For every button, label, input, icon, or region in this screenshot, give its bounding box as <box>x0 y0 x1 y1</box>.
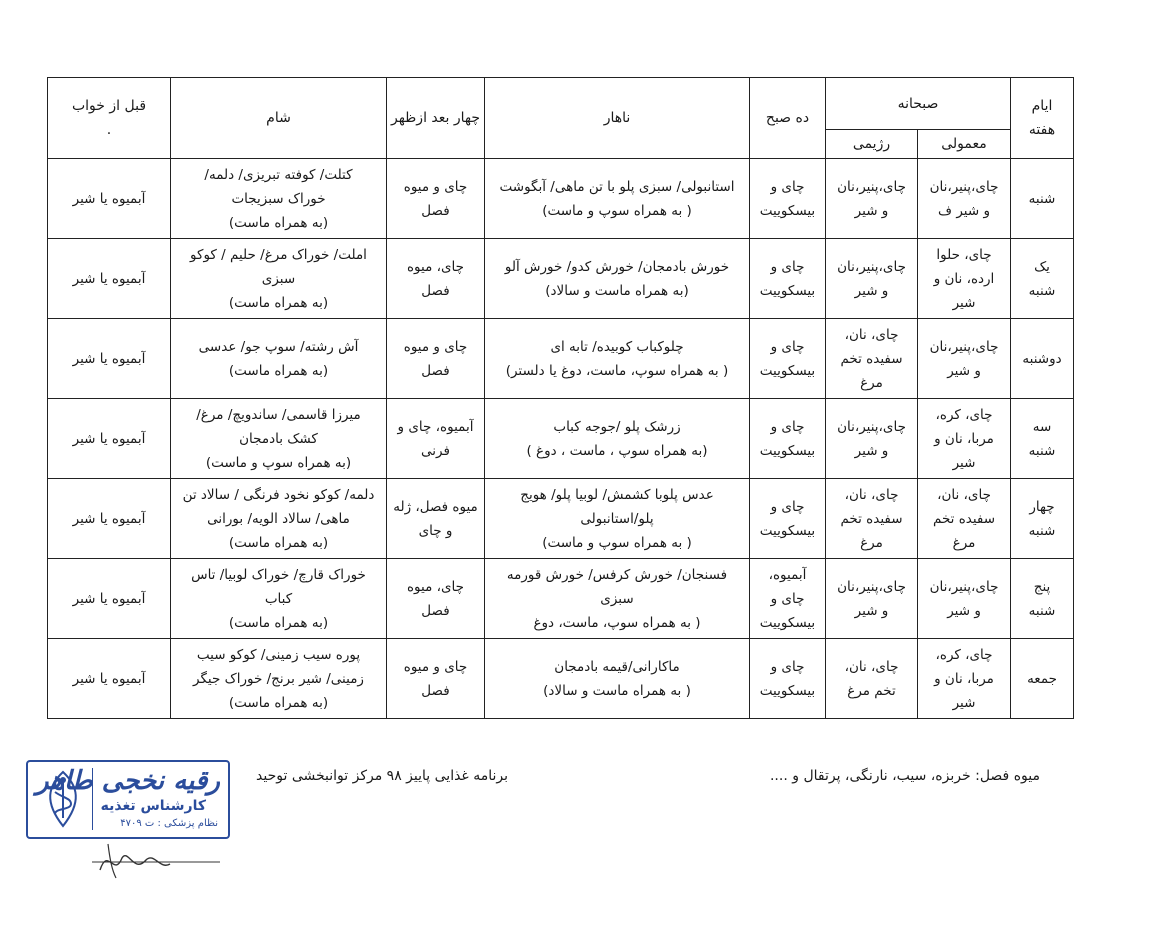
handwritten-signature <box>90 840 230 880</box>
day-cell: جمعه <box>1011 639 1074 719</box>
afternoon-cell: چای، میوه فصل <box>387 239 485 319</box>
lunch-cell: خورش بادمجان/ خورش کدو/ خورش آلو (به همراه ماست و سالاد) <box>485 239 750 319</box>
header-breakfast-diet: رژیمی <box>826 130 918 159</box>
breakfast-normal-cell: چای، کره، مربا، نان و شیر <box>918 399 1011 479</box>
ten-am-cell: چای و بیسکوییت <box>750 159 826 239</box>
stamp-role: کارشناس تغذیه <box>100 798 206 814</box>
dinner-cell: خوراک قارچ/ خوراک لوبیا/ تاس کباب (به همراه ماست) <box>171 559 387 639</box>
breakfast-diet-cell: چای،پنیر،نان و شیر <box>826 159 918 239</box>
bedtime-cell: آبمیوه یا شیر <box>48 319 171 399</box>
lunch-cell: زرشک پلو /جوجه کباب (به همراه سوپ ، ماست ، دوغ ) <box>485 399 750 479</box>
lunch-cell: ماکارانی/قیمه بادمجان ( به همراه ماست و سالاد) <box>485 639 750 719</box>
dinner-cell: پوره سیب زمینی/ کوکو سیب زمینی/ شیر برنج/ خوراک جیگر (به همراه ماست) <box>171 639 387 719</box>
header-lunch: ناهار <box>485 78 750 159</box>
table-row <box>48 559 1074 639</box>
ten-am-cell: چای و بیسکوییت <box>750 479 826 559</box>
day-cell: یک شنبه <box>1011 239 1074 319</box>
table-row <box>48 479 1074 559</box>
ten-am-cell: چای و بیسکوییت <box>750 399 826 479</box>
dinner-cell: املت/ خوراک مرغ/ حلیم / کوکو سبزی (به همراه ماست) <box>171 239 387 319</box>
breakfast-normal-cell: چای، حلوا ارده، نان و شیر <box>918 239 1011 319</box>
table-row <box>48 319 1074 399</box>
breakfast-diet-cell: چای،پنیر،نان و شیر <box>826 239 918 319</box>
breakfast-normal-cell: چای، کره، مربا، نان و شیر <box>918 639 1011 719</box>
header-ten-am: ده صبح <box>750 78 826 159</box>
header-days: ایام هفته <box>1011 78 1074 159</box>
bedtime-cell: آبمیوه یا شیر <box>48 559 171 639</box>
lunch-cell: عدس پلوبا کشمش/ لوبیا پلو/ هویج پلو/استانبولی ( به همراه سوپ و ماست) <box>485 479 750 559</box>
breakfast-diet-cell: چای،پنیر،نان و شیر <box>826 559 918 639</box>
afternoon-cell: چای و میوه فصل <box>387 639 485 719</box>
header-breakfast: صبحانه <box>826 78 1011 130</box>
bedtime-cell: آبمیوه یا شیر <box>48 399 171 479</box>
ten-am-cell: چای و بیسکوییت <box>750 639 826 719</box>
header-breakfast-normal: معمولی <box>918 130 1011 159</box>
afternoon-cell: چای و میوه فصل <box>387 159 485 239</box>
bedtime-cell: آبمیوه یا شیر <box>48 639 171 719</box>
afternoon-cell: چای و میوه فصل <box>387 319 485 399</box>
lunch-cell: استانبولی/ سبزی پلو با تن ماهی/ آبگوشت ( به همراه سوپ و ماست) <box>485 159 750 239</box>
breakfast-diet-cell: چای، نان، سفیده تخم مرغ <box>826 319 918 399</box>
lunch-cell: فسنجان/ خورش کرفس/ خورش قورمه سبزی ( به همراه سوپ، ماست، دوغ <box>485 559 750 639</box>
ten-am-cell: چای و بیسکوییت <box>750 319 826 399</box>
bedtime-cell: آبمیوه یا شیر <box>48 479 171 559</box>
table-row <box>48 239 1074 319</box>
afternoon-cell: آبمیوه، چای و فرنی <box>387 399 485 479</box>
afternoon-cell: چای، میوه فصل <box>387 559 485 639</box>
header-afternoon: چهار بعد ازظهر <box>387 78 485 159</box>
weekly-meal-table <box>47 77 1074 719</box>
breakfast-normal-cell: چای،پنیر،نان و شیر ف <box>918 159 1011 239</box>
header-bedtime: قبل از خواب . <box>48 78 171 159</box>
header-dinner: شام <box>171 78 387 159</box>
table-row <box>48 639 1074 719</box>
breakfast-diet-cell: چای، نان، تخم مرغ <box>826 639 918 719</box>
day-cell: دوشنبه <box>1011 319 1074 399</box>
dinner-cell: کتلت/ کوفته تبریزی/ دلمه/ خوراک سبزیجات (به همراه ماست) <box>171 159 387 239</box>
stamp-name: رقیه نخجی طاهر <box>35 766 220 796</box>
lunch-cell: چلوکباب کوبیده/ تابه ای ( به همراه سوپ، ماست، دوغ یا دلستر) <box>485 319 750 399</box>
breakfast-diet-cell: چای،پنیر،نان و شیر <box>826 399 918 479</box>
afternoon-cell: میوه فصل، ژله و چای <box>387 479 485 559</box>
program-title: برنامه غذایی پاییز ۹۸ مرکز توانبخشی توحید <box>256 768 508 784</box>
nutritionist-stamp <box>26 760 230 839</box>
bedtime-cell: آبمیوه یا شیر <box>48 159 171 239</box>
breakfast-normal-cell: چای،پنیر،نان و شیر <box>918 559 1011 639</box>
table-row <box>48 399 1074 479</box>
breakfast-normal-cell: چای،پنیر،نان و شیر <box>918 319 1011 399</box>
stamp-registration: نظام پزشکی : ت ۴۷۰۹ <box>120 818 218 829</box>
dinner-cell: میرزا قاسمی/ ساندویچ/ مرغ/ کشک بادمجان (به همراه سوپ و ماست) <box>171 399 387 479</box>
table-row <box>48 159 1074 239</box>
breakfast-normal-cell: چای، نان، سفیده تخم مرغ <box>918 479 1011 559</box>
ten-am-cell: چای و بیسکوییت <box>750 239 826 319</box>
bedtime-cell: آبمیوه یا شیر <box>48 239 171 319</box>
seasonal-fruits-note: میوه فصل: خربزه، سیب، نارنگی، پرتقال و .... <box>769 768 1040 784</box>
breakfast-diet-cell: چای، نان، سفیده تخم مرغ <box>826 479 918 559</box>
day-cell: پنج شنبه <box>1011 559 1074 639</box>
dinner-cell: آش رشته/ سوپ جو/ عدسی (به همراه ماست) <box>171 319 387 399</box>
day-cell: سه شنبه <box>1011 399 1074 479</box>
day-cell: چهار شنبه <box>1011 479 1074 559</box>
ten-am-cell: آبمیوه، چای و بیسکوییت <box>750 559 826 639</box>
dinner-cell: دلمه/ کوکو نخود فرنگی / سالاد تن ماهی/ سالاد الویه/ بورانی (به همراه ماست) <box>171 479 387 559</box>
day-cell: شنبه <box>1011 159 1074 239</box>
